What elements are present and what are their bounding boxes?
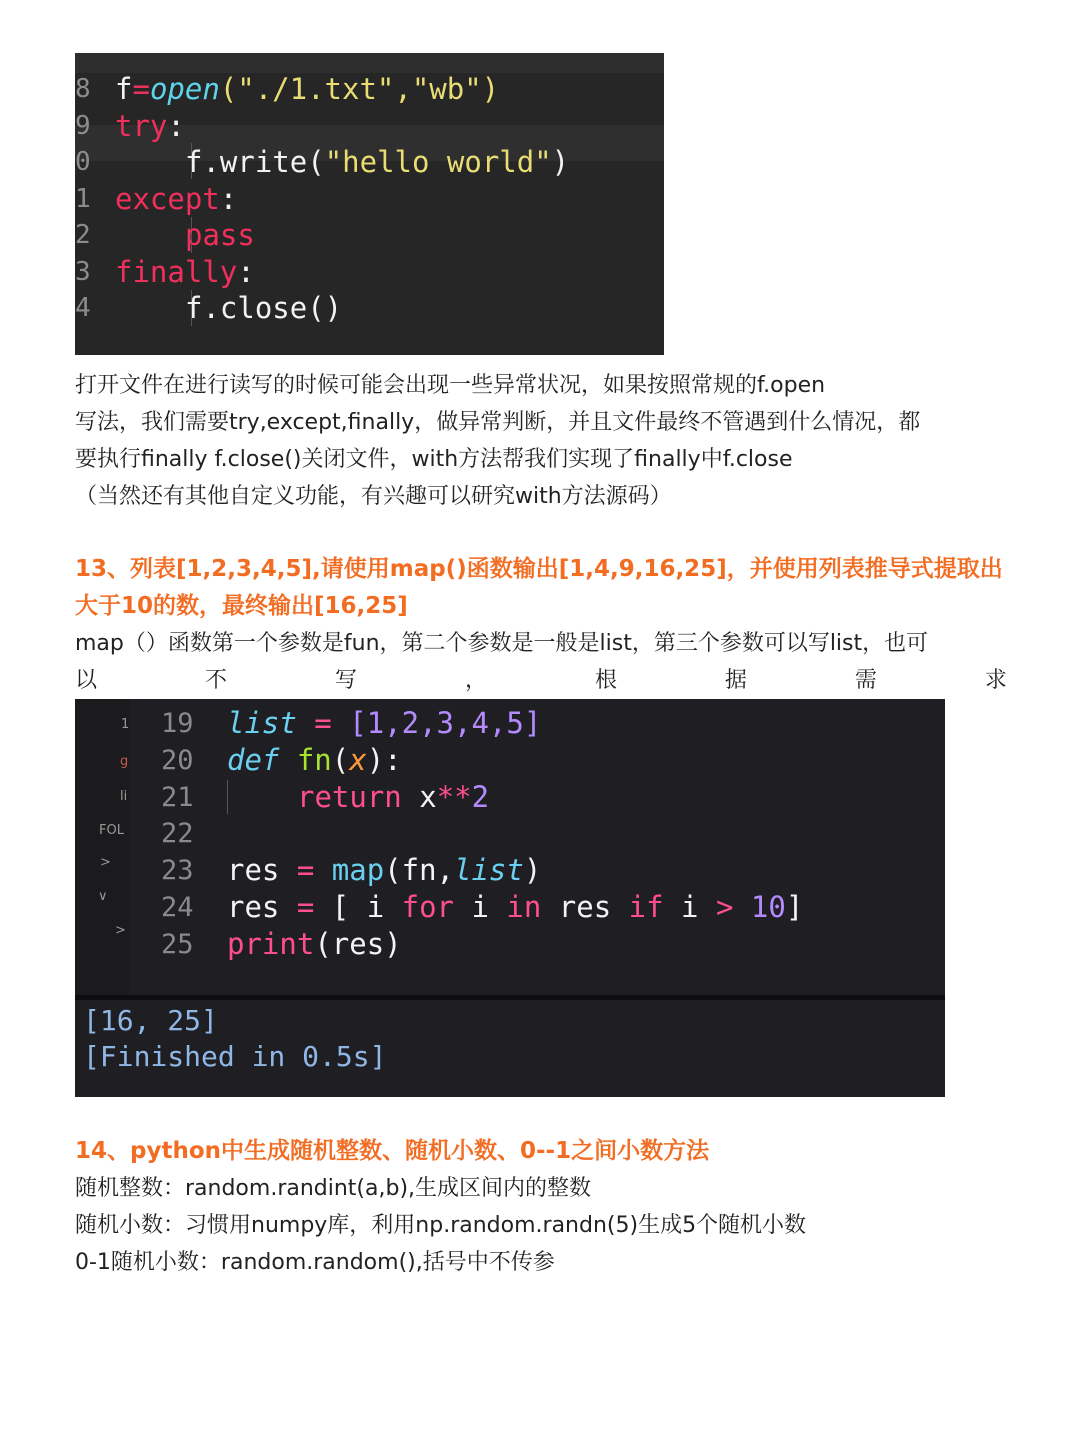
code-line: f=open("./1.txt","wb") <box>115 72 500 106</box>
word: 以 <box>75 668 98 693</box>
word: 据 <box>724 668 747 693</box>
line-number: 20 <box>161 745 194 776</box>
code-screenshot-file-handling <box>75 53 664 355</box>
section-heading-13: 13、列表[1,2,3,4,5],请使用map()函数输出[1,4,9,16,25]，并使用列表推导式提取出 <box>75 556 1003 582</box>
line-number: 19 <box>161 708 194 739</box>
word: 需 <box>854 668 877 693</box>
word: 不 <box>204 668 227 693</box>
code-line: res = [ i for i in res if i > 10] <box>227 890 804 924</box>
code-line: f.close() <box>185 291 343 325</box>
code-line: list = [1,2,3,4,5] <box>227 706 542 740</box>
line-number: 8 <box>75 74 91 104</box>
indent-guide <box>227 780 228 814</box>
justified-line <box>75 662 1007 699</box>
line-number: 1 <box>75 184 91 214</box>
output-panel-divider <box>75 995 945 1000</box>
code-line: try: <box>115 109 185 143</box>
code-line: except: <box>115 182 238 216</box>
code-line: def fn(x): <box>227 743 402 777</box>
word: ， <box>464 668 487 693</box>
sidebar-folders-label: FOL <box>99 823 124 838</box>
sidebar-text: g <box>120 754 129 769</box>
code-line: print(res) <box>227 927 402 961</box>
line-number: 2 <box>75 220 91 250</box>
chevron-right-icon[interactable]: > <box>115 923 126 938</box>
editor-sidebar <box>75 699 130 999</box>
sidebar-text: 1 <box>121 717 130 732</box>
word: 写 <box>334 668 357 693</box>
chevron-down-icon[interactable]: ∨ <box>98 889 108 904</box>
line-number: 9 <box>75 111 91 141</box>
section-heading-14: 14、python中生成随机整数、随机小数、0--1之间小数方法 <box>75 1138 710 1164</box>
line-number: 0 <box>75 147 91 177</box>
console-output: [Finished in 0.5s] <box>83 1040 387 1073</box>
line-number: 21 <box>161 782 194 813</box>
paragraph-line: 随机小数：习惯用numpy库，利用np.random.randn(5)生成5个随机小数 <box>75 1213 807 1238</box>
line-number: 3 <box>75 257 91 287</box>
sidebar-text: li <box>120 789 128 804</box>
chevron-right-icon[interactable]: > <box>100 855 111 870</box>
paragraph-line: 0-1随机小数：random.random(),括号中不传参 <box>75 1250 555 1275</box>
paragraph-line: （当然还有其他自定义功能，有兴趣可以研究with方法源码） <box>75 484 672 509</box>
word: 根 <box>594 668 617 693</box>
line-number: 25 <box>161 929 194 960</box>
paragraph-line: 打开文件在进行读写的时候可能会出现一些异常状况，如果按照常规的f.open <box>75 373 826 398</box>
code-line: return x**2 <box>297 780 490 814</box>
line-number: 23 <box>161 855 194 886</box>
code-screenshot-map-function <box>75 699 945 1097</box>
code-top-line <box>75 53 664 73</box>
line-number: 22 <box>161 818 194 849</box>
code-line: finally: <box>115 255 255 289</box>
line-number: 24 <box>161 892 194 923</box>
line-number: 4 <box>75 293 91 323</box>
code-line: pass <box>185 218 255 252</box>
paragraph-line: map（）函数第一个参数是fun，第二个参数是一般是list，第三个参数可以写list，也可 <box>75 631 929 656</box>
console-output: [16, 25] <box>83 1004 218 1037</box>
paragraph-line: 要执行finally f.close()关闭文件，with方法帮我们实现了finally中f.close <box>75 447 793 472</box>
section-heading-13-cont: 大于10的数，最终输出[16,25] <box>75 593 408 619</box>
paragraph-line: 写法，我们需要try,except,finally，做异常判断，并且文件最终不管遇到什么情况，都 <box>75 410 921 435</box>
paragraph-line: 随机整数：random.randint(a,b),生成区间内的整数 <box>75 1176 592 1201</box>
code-line: f.write("hello world") <box>185 145 570 179</box>
code-line: res = map(fn,list) <box>227 853 542 887</box>
word: 求 <box>984 668 1007 693</box>
